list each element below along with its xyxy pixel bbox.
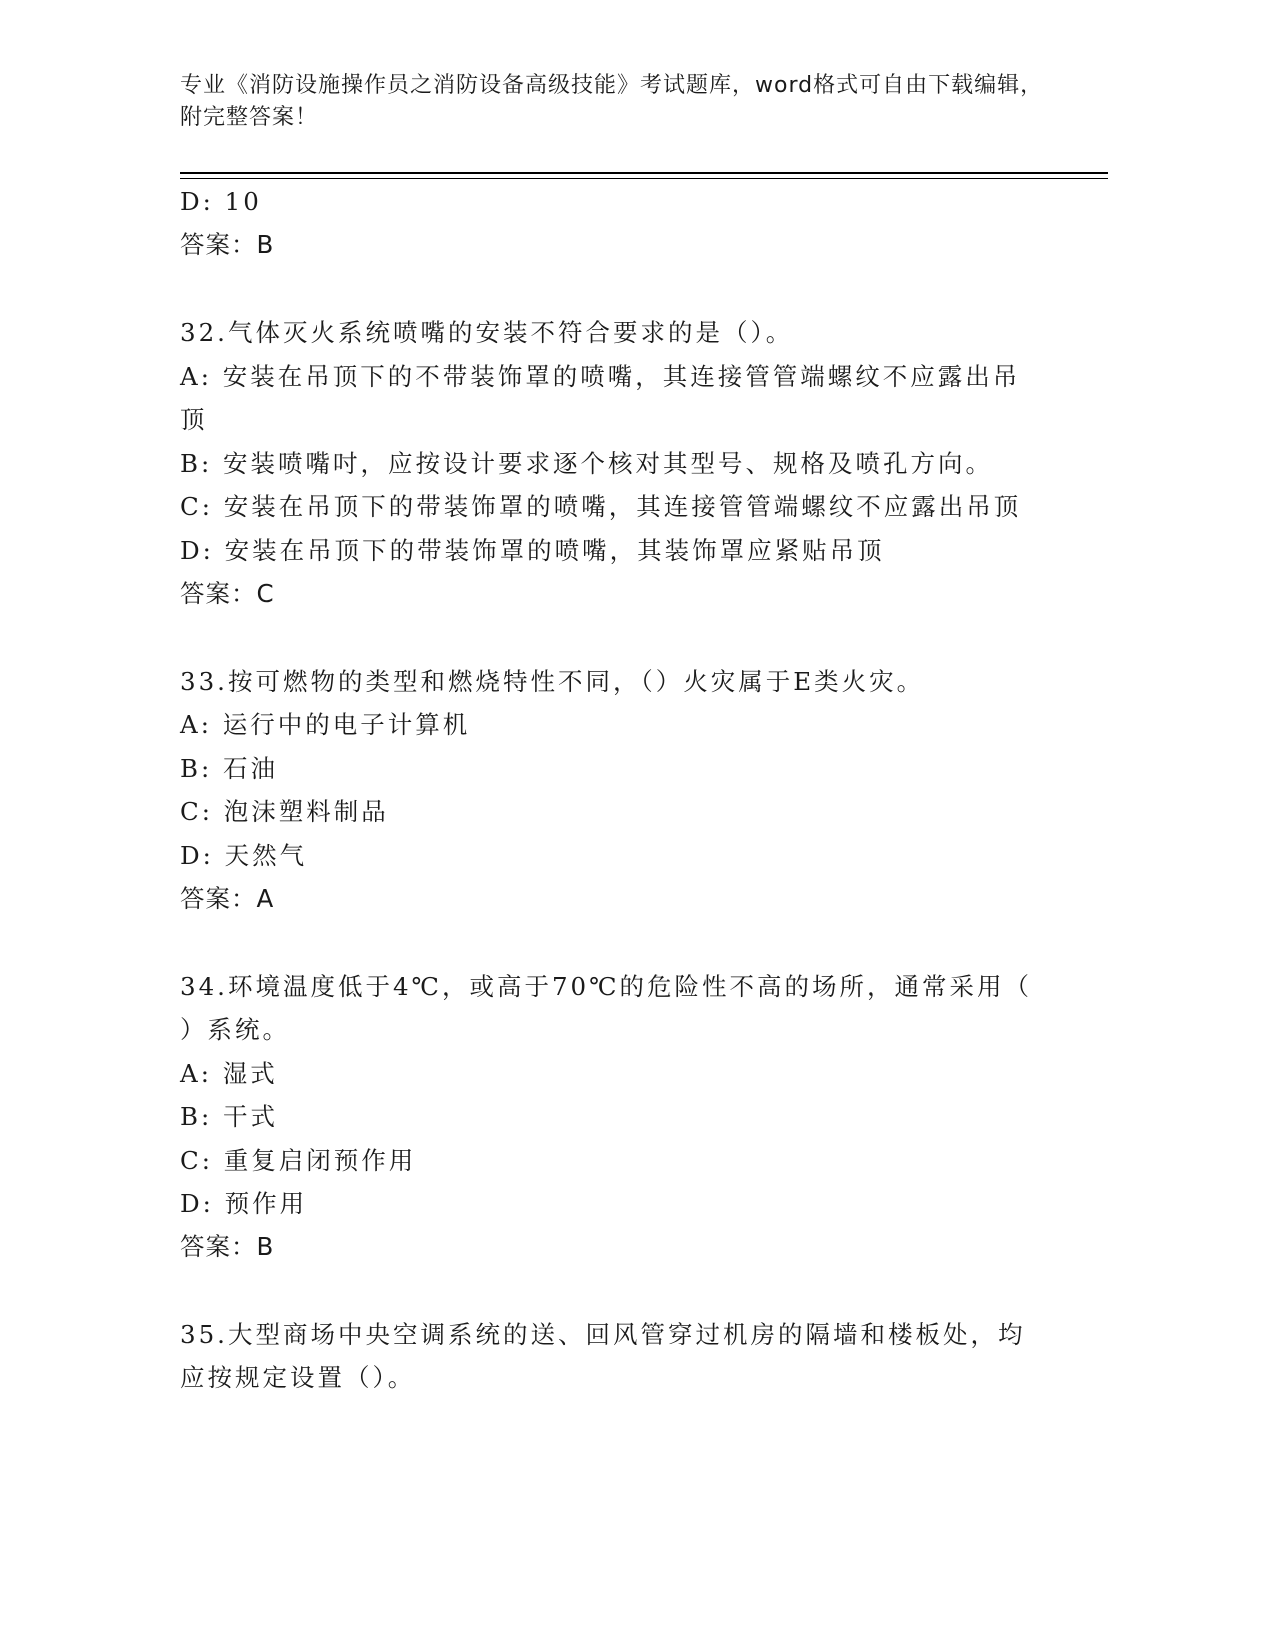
q35-question-line1: 35.大型商场中央空调系统的送、回风管穿过机房的隔墙和楼板处，均 <box>180 1320 1026 1349</box>
q33-option-a: A: 运行中的电子计算机 <box>180 710 471 739</box>
q33-answer: 答案：A <box>180 884 275 913</box>
document-header: 专业《消防设施操作员之消防设备高级技能》考试题库，word格式可自由下载编辑，附完整答案！ <box>180 73 1044 130</box>
q32-option-d: D: 安装在吊顶下的带装饰罩的喷嘴，其装饰罩应紧贴吊顶 <box>180 536 885 565</box>
q31-option-d: D: 10 <box>180 187 262 216</box>
q32-option-a-line2: 顶 <box>180 405 208 434</box>
q34-option-d: D: 预作用 <box>180 1189 308 1218</box>
header-divider-thin <box>180 178 1108 179</box>
q32-option-a-line1: A: 安装在吊顶下的不带装饰罩的喷嘴，其连接管管端螺纹不应露出吊 <box>180 362 1021 391</box>
header-divider-thick <box>180 172 1108 174</box>
q33-option-c: C: 泡沫塑料制品 <box>180 797 389 826</box>
q34-option-b: B: 干式 <box>180 1102 279 1131</box>
q32-answer: 答案：C <box>180 579 275 608</box>
q31-answer: 答案：B <box>180 230 275 259</box>
q34-question-line2: ）系统。 <box>180 1015 290 1044</box>
q33-question: 33.按可燃物的类型和燃烧特性不同，（）火灾属于E类火灾。 <box>180 667 925 696</box>
q32-question: 32.气体灭火系统喷嘴的安装不符合要求的是（）。 <box>180 318 794 347</box>
q34-question-line1: 34.环境温度低于4℃，或高于70℃的危险性不高的场所，通常采用（ <box>180 972 1033 1001</box>
q34-answer: 答案：B <box>180 1232 275 1261</box>
q33-option-b: B: 石油 <box>180 754 279 783</box>
q34-option-c: C: 重复启闭预作用 <box>180 1146 417 1175</box>
q34-option-a: A: 湿式 <box>180 1059 278 1088</box>
q35-question-line2: 应按规定设置（）。 <box>180 1363 416 1392</box>
q33-option-d: D: 天然气 <box>180 841 308 870</box>
q32-option-c: C: 安装在吊顶下的带装饰罩的喷嘴，其连接管管端螺纹不应露出吊顶 <box>180 492 1022 521</box>
q32-option-b: B: 安装喷嘴吋，应按设计要求逐个核对其型号、规格及喷孔方向。 <box>180 449 994 478</box>
